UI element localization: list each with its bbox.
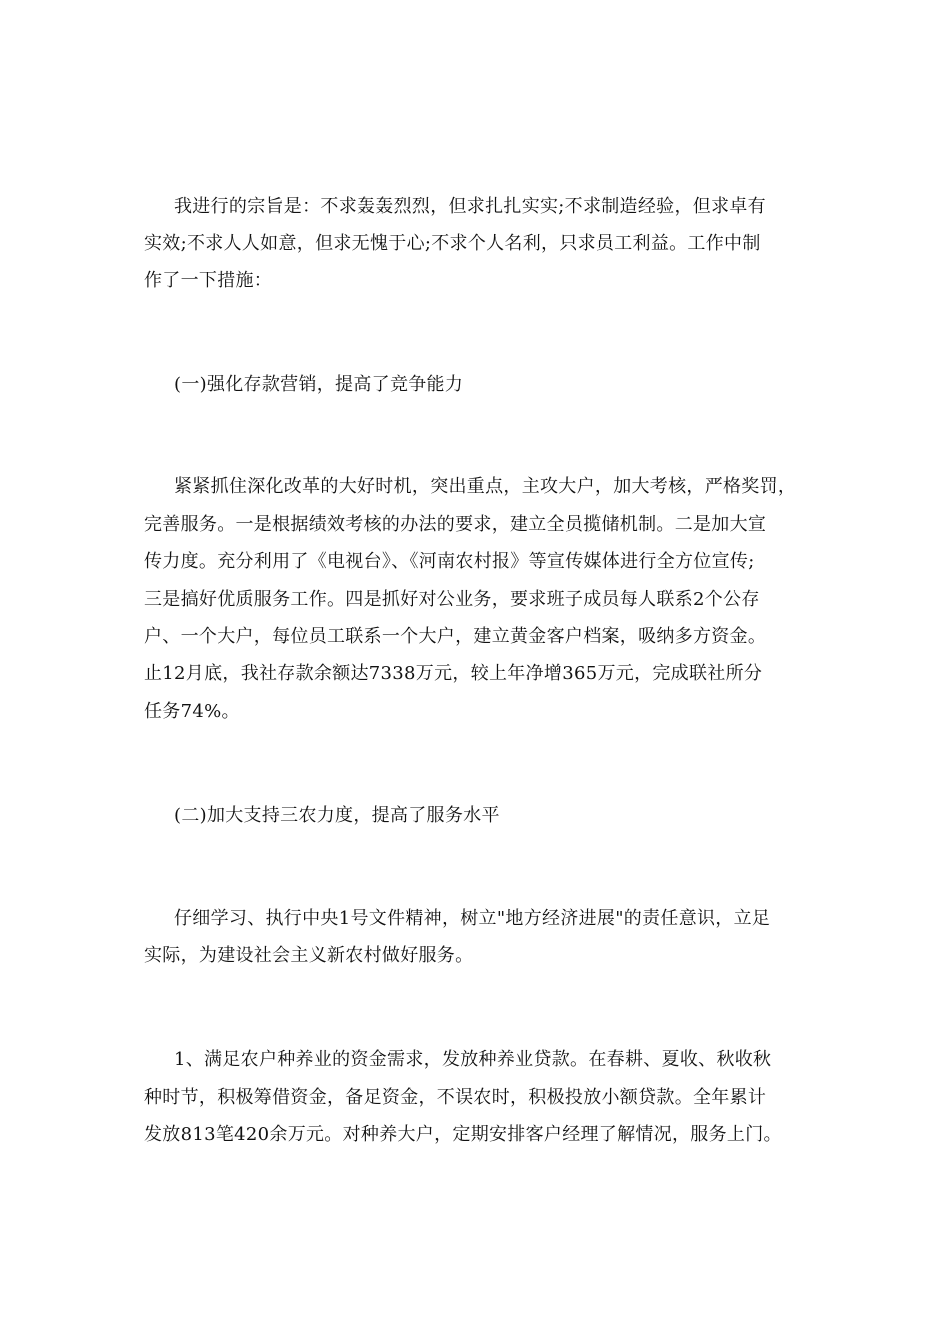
paragraph-2-line-5: 户、一个大户，每位员工联系一个大户，建立黄金客户档案，吸纳多方资金。 xyxy=(144,626,767,647)
paragraph-2-line-3: 传力度。充分利用了《电视台》、《河南农村报》等宣传媒体进行全方位宣传; xyxy=(144,551,755,572)
paragraph-2-line-6: 止12月底，我社存款余额达7338万元，较上年净增365万元，完成联社所分 xyxy=(144,663,763,684)
paragraph-3-line-2: 实际，为建设社会主义新农村做好服务。 xyxy=(144,945,474,966)
paragraph-4-line-2: 种时节，积极筹借资金，备足资金，不误农时，积极投放小额贷款。全年累计 xyxy=(144,1087,767,1108)
paragraph-2-line-2: 完善服务。一是根据绩效考核的办法的要求，建立全员揽储机制。二是加大宣 xyxy=(144,514,767,535)
paragraph-1-line-3: 作了一下措施： xyxy=(144,270,273,291)
paragraph-1-line-1: 我进行的宗旨是：不求轰轰烈烈，但求扎扎实实;不求制造经验，但求卓有 xyxy=(174,196,766,217)
paragraph-4-line-3: 发放813笔420余万元。对种养大户，定期安排客户经理了解情况，服务上门。 xyxy=(144,1124,782,1145)
paragraph-3-line-1: 仔细学习、执行中央1号文件精神，树立"地方经济进展"的责任意识，立足 xyxy=(174,908,771,929)
section-heading-1: (一)强化存款营销，提高了竞争能力 xyxy=(174,374,464,395)
paragraph-2-line-4: 三是搞好优质服务工作。四是抓好对公业务，要求班子成员每人联系2个公存 xyxy=(144,589,760,610)
paragraph-4-line-1: 1、满足农户种养业的资金需求，发放种养业贷款。在春耕、夏收、秋收秋 xyxy=(174,1049,772,1070)
paragraph-1-line-2: 实效;不求人人如意，但求无愧于心;不求个人名利，只求员工利益。工作中制 xyxy=(144,233,761,254)
paragraph-2-line-1: 紧紧抓住深化改革的大好时机，突出重点，主攻大户，加大考核，严格奖罚， xyxy=(174,476,797,497)
paragraph-2-line-7: 任务74%。 xyxy=(144,701,240,722)
section-heading-2: (二)加大支持三农力度，提高了服务水平 xyxy=(174,805,500,826)
